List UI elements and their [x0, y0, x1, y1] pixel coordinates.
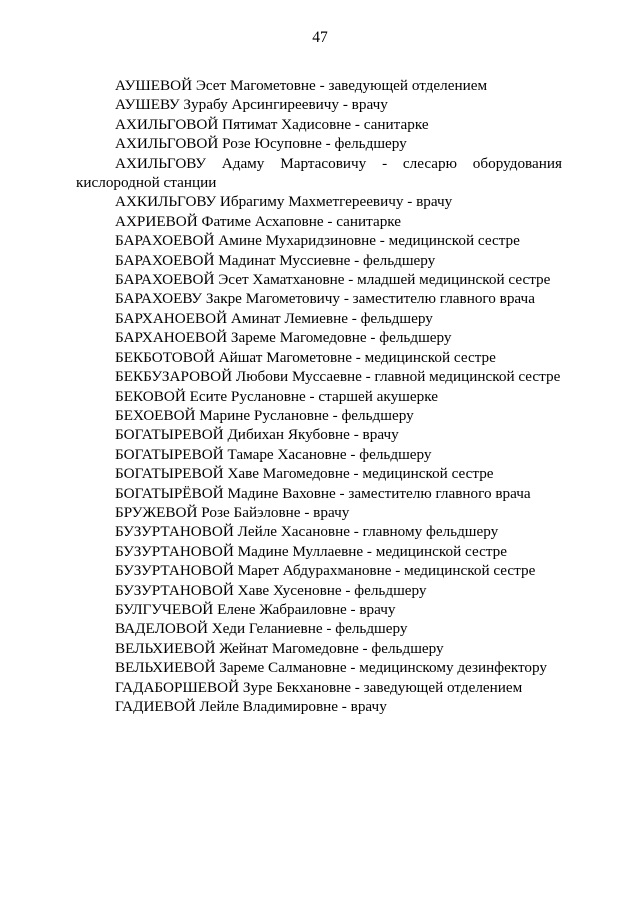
list-item: ГАДИЕВОЙ Лейле Владимировне - врачу — [115, 698, 387, 715]
list-item: БЕХОЕВОЙ Марине Руслановне - фельдшеру — [115, 406, 414, 424]
list-item: БОГАТЫРЁВОЙ Мадине Ваховне - заместителю главного врача — [115, 484, 531, 502]
list-item: АХИЛЬГОВОЙ Пятимат Хадисовне - санитарке — [115, 115, 429, 133]
list-item: ВАДЕЛОВОЙ Хеди Геланиевне - фельдшеру — [115, 620, 408, 638]
list-item: БЕКОВОЙ Есите Руслановне - старшей акушерке — [115, 387, 438, 405]
list-item: ВЕЛЬХИЕВОЙ Жейнат Магомедовне - фельдшеру — [115, 639, 444, 657]
list-item: БОГАТЫРЕВОЙ Хаве Магомедовне - медицинской сестре — [115, 465, 494, 483]
list-item: АУШЕВОЙ Эсет Магометовне - заведующей отделением — [115, 77, 488, 94]
list-item: БРУЖЕВОЙ Розе Байэловне - врачу — [115, 503, 350, 521]
list-item: БОГАТЫРЕВОЙ Дибихан Якубовне - врачу — [115, 426, 399, 444]
list-item: БАРАХОЕВОЙ Эсет Хаматхановне - младшей медицинской сестре — [115, 271, 551, 289]
list-item: БУЗУРТАНОВОЙ Мадине Муллаевне - медицинской сестре — [115, 542, 507, 560]
list-item: БОГАТЫРЕВОЙ Тамаре Хасановне - фельдшеру — [115, 445, 432, 463]
list-item: БАРХАНОЕВОЙ Аминат Лемиевне - фельдшеру — [115, 309, 433, 327]
list-item: АХРИЕВОЙ Фатиме Асхаповне - санитарке — [115, 212, 402, 230]
list-item: ВЕЛЬХИЕВОЙ Зареме Салмановне - медицинскому дезинфектору — [115, 659, 548, 677]
list-item: БУЗУРТАНОВОЙ Марет Абдурахмановне - медицинской сестре — [115, 562, 536, 580]
list-item: БАРАХОЕВОЙ Амине Мухаридзиновне - медицинской сестре — [115, 232, 520, 250]
list-item: БАРХАНОЕВОЙ Зареме Магомедовне - фельдшеру — [115, 329, 452, 347]
list-item: БУЛГУЧЕВОЙ Елене Жабраиловне - врачу — [115, 600, 396, 618]
list-item: БАРАХОЕВОЙ Мадинат Муссиевне - фельдшеру — [115, 251, 436, 269]
award-list — [76, 76, 562, 716]
list-item: БАРАХОЕВУ Закре Магометовичу - заместителю главного врача — [115, 290, 535, 308]
list-item: АХИЛЬГОВУ Адаму Мартасовичу - слесарю оборудования кислородной станции — [76, 154, 562, 192]
list-item: АХКИЛЬГОВУ Ибрагиму Махметгереевичу - врачу — [115, 193, 453, 211]
list-item: АУШЕВУ Зурабу Арсингиреевичу - врачу — [115, 96, 388, 114]
list-item: БУЗУРТАНОВОЙ Хаве Хусеновне - фельдшеру — [115, 581, 427, 599]
list-item: ГАДАБОРШЕВОЙ Зуре Бекхановне - заведующей отделением — [115, 678, 523, 696]
page-number: 47 — [312, 29, 328, 46]
list-item: БЕКБУЗАРОВОЙ Любови Муссаевне - главной медицинской сестре — [115, 368, 561, 386]
list-item: БЕКБОТОВОЙ Айшат Магометовне - медицинской сестре — [115, 348, 496, 366]
list-item: БУЗУРТАНОВОЙ Лейле Хасановне - главному фельдшеру — [115, 523, 499, 541]
list-item: АХИЛЬГОВОЙ Розе Юсуповне - фельдшеру — [115, 135, 407, 153]
